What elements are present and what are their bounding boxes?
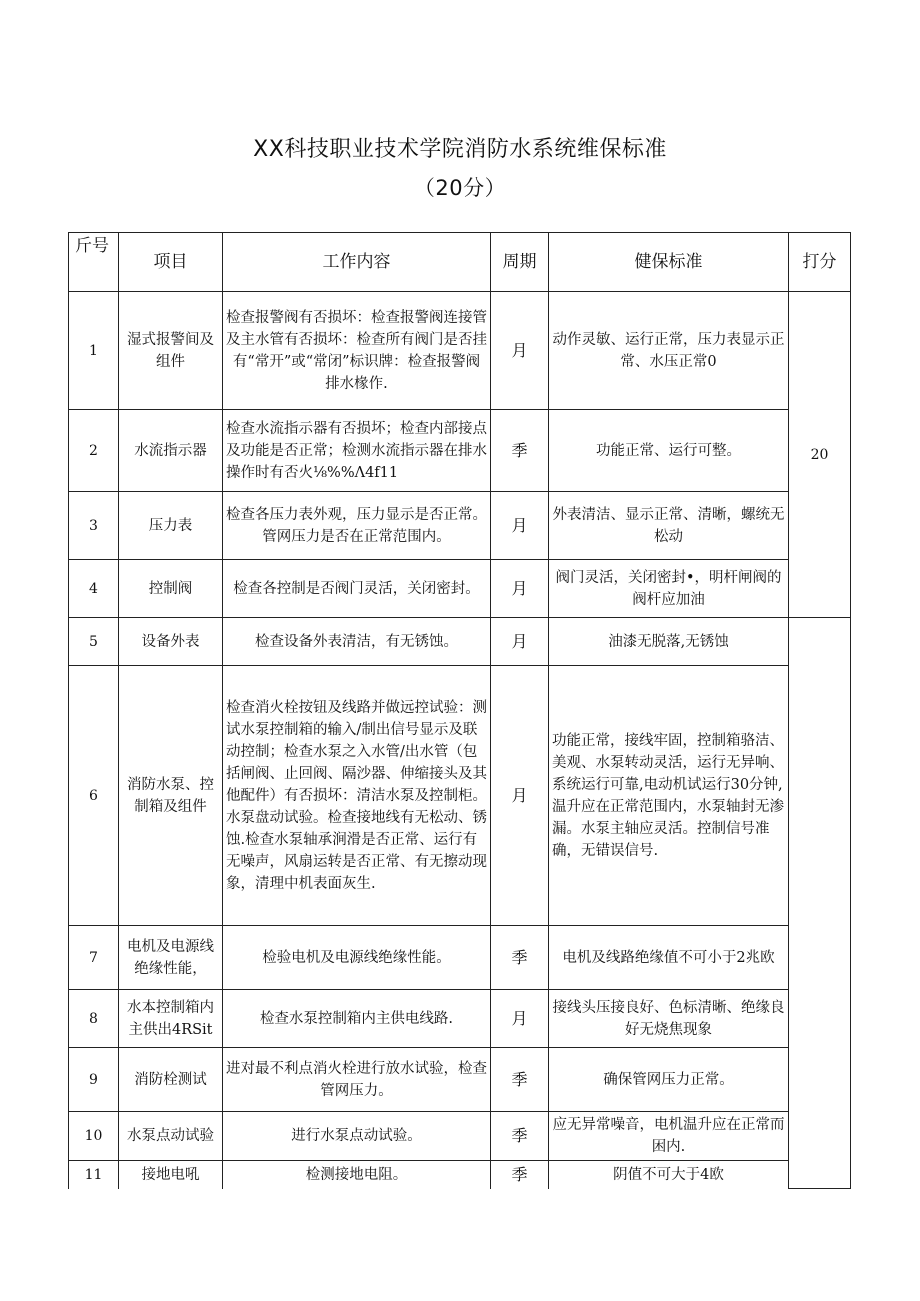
row-item: 水本控制箱内主供出4RSit [119, 990, 223, 1048]
row-no: 4 [69, 560, 119, 618]
row-item: 控制阀 [119, 560, 223, 618]
row-standard: 油漆无脱落,无锈蚀 [549, 618, 789, 666]
row-period: 季 [491, 1112, 549, 1161]
row-item: 水泵点动试验 [119, 1112, 223, 1161]
score-cell: 20 [789, 292, 851, 618]
table-row [69, 990, 851, 1048]
header-seq: 斤号 [69, 233, 119, 292]
row-no: 6 [69, 666, 119, 926]
row-no: 8 [69, 990, 119, 1048]
row-period: 月 [491, 618, 549, 666]
row-no: 9 [69, 1048, 119, 1112]
row-standard: 功能正常、运行可整。 [549, 410, 789, 492]
table-row [69, 492, 851, 560]
table-row [69, 1161, 851, 1189]
header-item: 项目 [119, 233, 223, 292]
row-period: 季 [491, 1161, 549, 1189]
row-content: 检查各压力表外观，压力显示是否正常。管网压力是否在正常范围内。 [223, 492, 491, 560]
row-no: 3 [69, 492, 119, 560]
row-no: 11 [69, 1161, 119, 1189]
row-item: 接地电吼 [119, 1161, 223, 1189]
row-period: 月 [491, 492, 549, 560]
document-subtitle-score: （20分） [413, 176, 507, 200]
row-content: 进对最不利点消火栓进行放水试验，检查管网压力。 [223, 1048, 491, 1112]
table-row [69, 618, 851, 666]
row-period: 季 [491, 926, 549, 990]
maintenance-standard-table [68, 232, 851, 1189]
row-no: 7 [69, 926, 119, 990]
row-item: 消防栓测试 [119, 1048, 223, 1112]
row-item: 水流指示器 [119, 410, 223, 492]
row-standard: 确保管网压力正常。 [549, 1048, 789, 1112]
row-content: 检查消火栓按钮及线路并做远控试验：测试水泵控制箱的输入/制出信号显示及联动控制；检查水泵之入水管/出水管（包括闸阀、止回阀、隔沙器、伸缩接头及其他配件）有否损坏：清洁水泵及控制柜。水泵盘动试验。检查接地线有无松动、锈蚀.检查水泵轴承涧滑是否正常、运行有无噪声，风扇运转是否正常、有无擦动现象，清理中机表面灰生. [223, 666, 491, 926]
row-item: 湿式报警间及组件 [119, 292, 223, 410]
table-row [69, 292, 851, 410]
row-item: 电机及电源线绝缘性能， [119, 926, 223, 990]
table-header-row [69, 233, 851, 292]
row-content: 检查各控制是否阀门灵活，关闭密封。 [223, 560, 491, 618]
row-no: 5 [69, 618, 119, 666]
row-standard: 动作灵敏、运行正常，压力表显示正常、水压正常0 [549, 292, 789, 410]
row-period: 月 [491, 990, 549, 1048]
header-period: 周期 [491, 233, 549, 292]
row-standard: 接线头压接良好、色标清晰、绝缘良好无烧焦现象 [549, 990, 789, 1048]
row-standard: 阀门灵活，关闭密封•，明杆闸阀的阀杆应加油 [549, 560, 789, 618]
row-no: 1 [69, 292, 119, 410]
row-item: 消防水泵、控制箱及组件 [119, 666, 223, 926]
table-row [69, 926, 851, 990]
row-content: 检验电机及电源线绝缘性能。 [223, 926, 491, 990]
table-row [69, 410, 851, 492]
row-content: 检查报警阀有否损坏：检查报警阀连接管及主水管有否损坏：检查所有阀门是否挂有“常开”或“常闭”标识牌：检查报警阀排水椽作. [223, 292, 491, 410]
row-standard: 外表清洁、显示正常、清晰，螺统无松动 [549, 492, 789, 560]
row-no: 10 [69, 1112, 119, 1161]
table-row [69, 1048, 851, 1112]
row-period: 季 [491, 1048, 549, 1112]
row-no: 2 [69, 410, 119, 492]
score-cell-empty [789, 618, 851, 1189]
table-row [69, 560, 851, 618]
document-title: XX科技职业技术学院消防水系统维保标准 [253, 137, 667, 162]
row-item: 设备外表 [119, 618, 223, 666]
row-standard: 功能正常，接线牢固，控制箱骆洁、美观、水泵转动灵活，运行无异响、系统运行可靠,电动机试运行30分钟,温升应在正常范围内，水泵轴封无渗漏。水泵主轴应灵活。控制信号准确，无错误信号. [549, 666, 789, 926]
row-content: 检查水泵控制箱内主供电线路. [223, 990, 491, 1048]
table-row [69, 1112, 851, 1161]
row-standard: 阴值不可大于4欧 [549, 1161, 789, 1189]
header-standard: 健保标准 [549, 233, 789, 292]
row-content: 进行水泵点动试验。 [223, 1112, 491, 1161]
row-content: 检查设备外表清洁，有无锈蚀。 [223, 618, 491, 666]
row-content: 检测接地电阻。 [223, 1161, 491, 1189]
row-period: 月 [491, 666, 549, 926]
row-period: 月 [491, 560, 549, 618]
row-content: 检查水流指示器有否损坏；检查内部接点及功能是否正常；检测水流指示器在排水操作时有否火⅛%%Λ4f11 [223, 410, 491, 492]
table-row [69, 666, 851, 926]
row-standard: 电机及线路绝缘值不可小于2兆欧 [549, 926, 789, 990]
row-item: 压力表 [119, 492, 223, 560]
header-score: 打分 [789, 233, 851, 292]
row-period: 月 [491, 292, 549, 410]
row-period: 季 [491, 410, 549, 492]
header-content: 工作内容 [223, 233, 491, 292]
row-standard: 应无异常噪音，电机温升应在正常而困内. [549, 1112, 789, 1161]
